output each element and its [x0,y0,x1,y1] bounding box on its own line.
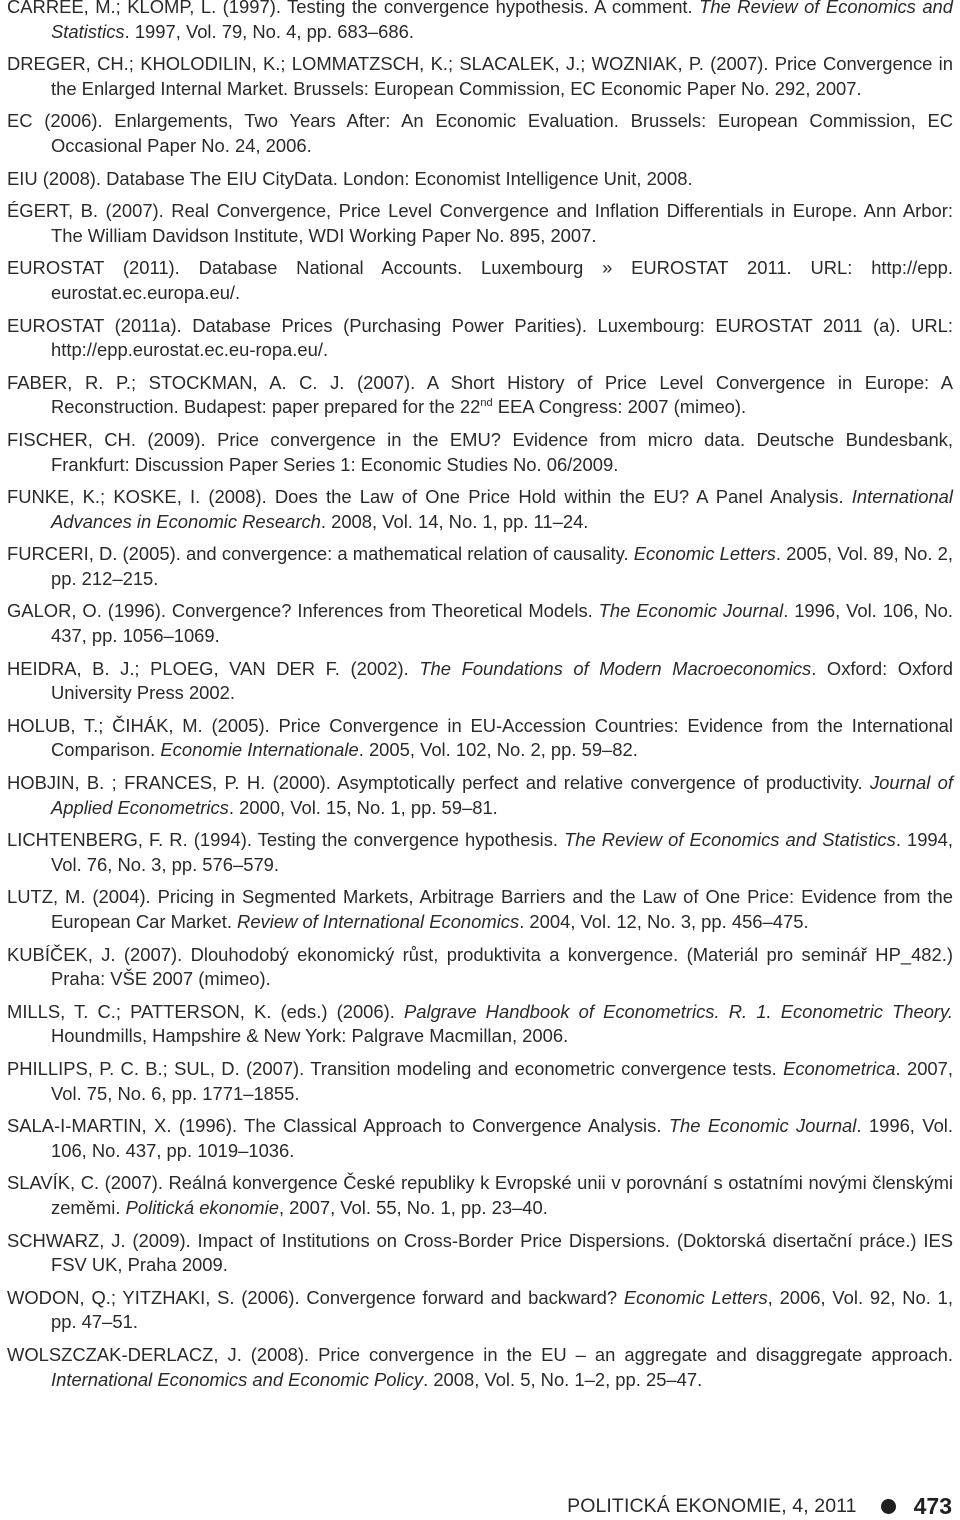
reference-entry [7,199,953,248]
reference-text: . 2000, Vol. 15, No. 1, pp. 59–81. [228,796,498,818]
reference-entry [7,1171,953,1220]
italic-title: International Economics and Economic Policy [51,1368,424,1390]
reference-text: . 1996, Vol. 106, No. 437, pp. 1056–1069. [51,600,953,647]
reference-entry [7,1286,953,1335]
reference-text: GALOR, O. (1996). Convergence? Inferences from Theoretical Models. [7,600,599,622]
italic-title: Economic Letters [633,543,776,565]
reference-entry [7,52,953,101]
reference-entry [7,542,953,591]
reference-entry [7,1057,953,1106]
reference-text: EC (2006). Enlargements, Two Years After: An Economic Evaluation. Brussels: European Commission, EC Occasional Paper No. 24, 2006. [7,110,953,156]
italic-title: The Economic Journal [668,1115,857,1137]
italic-title: The Economic Journal [598,600,784,622]
reference-entry [7,599,953,648]
reference-entry [7,943,953,992]
reference-text: SLAVÍK, C. (2007). Reálná konvergence České republiky k Evropské unii v porovnání s ostatními novými členskými zeměmi. [7,1172,953,1218]
reference-entry [7,256,953,305]
reference-entry [7,828,953,877]
reference-text: HOBJIN, B. ; FRANCES, P. H. (2000). Asymptotically perfect and relative convergence of productivity. [7,772,870,794]
italic-title: Review of International Economics [237,911,520,932]
italic-title: Politická ekonomie [125,1196,279,1218]
reference-text: , 2006, Vol. 92, No. 1, pp. 47–51. [51,1286,953,1333]
reference-entry [7,714,953,763]
italic-title: The Foundations of Modern Macroeconomics [419,657,812,679]
reference-text: MILLS, T. C.; PATTERSON, K. (eds.) (2006). [7,1000,404,1022]
reference-entry [7,428,953,477]
reference-text: FABER, R. P.; STOCKMAN, A. C. J. (2007). A Short History of Price Level Convergence in Europe: A Reconstruction. Budapest: paper prepared for the 22 [7,371,953,418]
reference-text: EIU (2008). Database The EIU CityData. London: Economist Intelligence Unit, 2008. [7,167,693,189]
italic-title: Economic Letters [623,1286,768,1308]
reference-text: . 2005, Vol. 102, No. 2, pp. 59–82. [358,739,638,761]
reference-text: LUTZ, M. (2004). Pricing in Segmented Markets, Arbitrage Barriers and the Law of One Price: Evidence from the European Car Market. [7,886,953,932]
reference-list [7,0,953,1400]
reference-text: DREGER, CH.; KHOLODILIN, K.; LOMMATZSCH, K.; SLACALEK, J.; WOZNIAK, P. (2007). Price Convergence in the Enlarged Internal Market. Brussels: European Commission, EC Economic Paper No. 292, 2007. [7,53,953,99]
reference-text: . 2008, Vol. 5, No. 1–2, pp. 25–47. [423,1368,703,1390]
reference-entry [7,109,953,158]
journal-name: POLITICKÁ EKONOMIE, 4, 2011 [567,1495,857,1517]
reference-text: LICHTENBERG, F. R. (1994). Testing the convergence hypothesis. [7,829,565,851]
reference-text: HEIDRA, B. J.; PLOEG, VAN DER F. (2002). [7,657,420,679]
page-footer [567,1493,952,1520]
reference-text: . 2004, Vol. 12, No. 3, pp. 456–475. [519,911,809,932]
reference-text: FUNKE, K.; KOSKE, I. (2008). Does the Law of One Price Hold within the EU? A Panel Analysis. [7,486,852,508]
page-number: 473 [913,1493,952,1519]
reference-text: SALA-I-MARTIN, X. (1996). The Classical Approach to Convergence Analysis. [7,1115,669,1137]
reference-entry [7,314,953,363]
reference-text: WODON, Q.; YITZHAKI, S. (2006). Convergence forward and backward? [7,1286,624,1308]
italic-title: Palgrave Handbook of Econometrics. R. 1. Econometric Theory. [403,1000,953,1022]
reference-text: Houndmills, Hampshire & New York: Palgrave Macmillan, 2006. [51,1025,569,1047]
reference-text: EEA Congress: 2007 (mimeo). [492,396,747,418]
reference-text: . Oxford: Oxford University Press 2002. [51,657,953,704]
reference-entry [7,657,953,706]
reference-text: . 2008, Vol. 14, No. 1, pp. 11–24. [320,510,589,532]
reference-entry [7,1343,953,1392]
reference-entry [7,167,953,192]
reference-text: . 2005, Vol. 89, No. 2, pp. 212–215. [51,543,953,589]
reference-entry [7,1000,953,1049]
reference-text: , 2007, Vol. 55, No. 1, pp. 23–40. [278,1196,548,1218]
reference-text: WOLSZCZAK-DERLACZ, J. (2008). Price convergence in the EU – an aggregate and disaggregate approach. [7,1343,953,1365]
reference-text: CARREE, M.; KLOMP, L. (1997). Testing the convergence hypothesis. A comment. [7,0,700,17]
reference-entry [7,885,953,934]
reference-text: . 1997, Vol. 79, No. 4, pp. 683–686. [124,20,414,42]
reference-entry [7,1114,953,1163]
italic-title: International Advances in Economic Research [51,486,953,532]
italic-title: The Review of Economics and Statistics [51,0,953,42]
reference-text: FURCERI, D. (2005). and convergence: a mathematical relation of causality. [7,543,634,565]
reference-text: . 2007, Vol. 75, No. 6, pp. 1771–1855. [51,1057,953,1104]
italic-title: The Review of Economics and Statistics [564,829,896,851]
reference-text: FISCHER, CH. (2009). Price convergence in the EMU? Evidence from micro data. Deutsche Bundesbank, Frankfurt: Discussion Paper Series 1: Economic Studies No. 06/2009. [7,428,953,475]
reference-text: . 1994, Vol. 76, No. 3, pp. 576–579. [51,829,953,875]
reference-text: KUBÍČEK, J. (2007). Dlouhodobý ekonomický růst, produktivita a konvergence. (Materiál pro seminář HP_482.) Praha: VŠE 2007 (mimeo). [7,943,953,990]
reference-text: ÉGERT, B. (2007). Real Convergence, Price Level Convergence and Inflation Differentials in Europe. Ann Arbor: The William Davidson Institute, WDI Working Paper No. 895, 2007. [7,200,953,246]
reference-text: . 1996, Vol. 106, No. 437, pp. 1019–1036. [51,1115,953,1161]
bullet-icon [881,1499,896,1514]
reference-entry [7,0,953,44]
italic-title: Journal of Applied Econometrics [51,772,953,818]
reference-entry [7,485,953,534]
superscript-text: nd [480,397,493,410]
italic-title: Economie Internationale [160,739,359,761]
reference-text: PHILLIPS, P. C. B.; SUL, D. (2007). Transition modeling and econometric convergence tests. [7,1057,784,1079]
italic-title: Econometrica [783,1057,896,1079]
reference-text: EUROSTAT (2011). Database National Accounts. Luxembourg » EUROSTAT 2011. URL: http://epp. eurostat.ec.europa.eu/. [7,257,953,303]
reference-entry [7,1229,953,1278]
reference-text: EUROSTAT (2011a). Database Prices (Purchasing Power Parities). Luxembourg: EUROSTAT 2011 (a). URL: http://epp.eurostat.ec.eu-ropa.eu/. [7,314,953,361]
reference-text: SCHWARZ, J. (2009). Impact of Institutions on Cross-Border Price Dispersions. (Doktorská disertační práce.) IES FSV UK, Praha 2009. [7,1229,953,1276]
reference-entry [7,371,953,420]
reference-text: HOLUB, T.; ČIHÁK, M. (2005). Price Convergence in EU-Accession Countries: Evidence from the International Comparison. [7,714,953,761]
reference-entry [7,771,953,820]
